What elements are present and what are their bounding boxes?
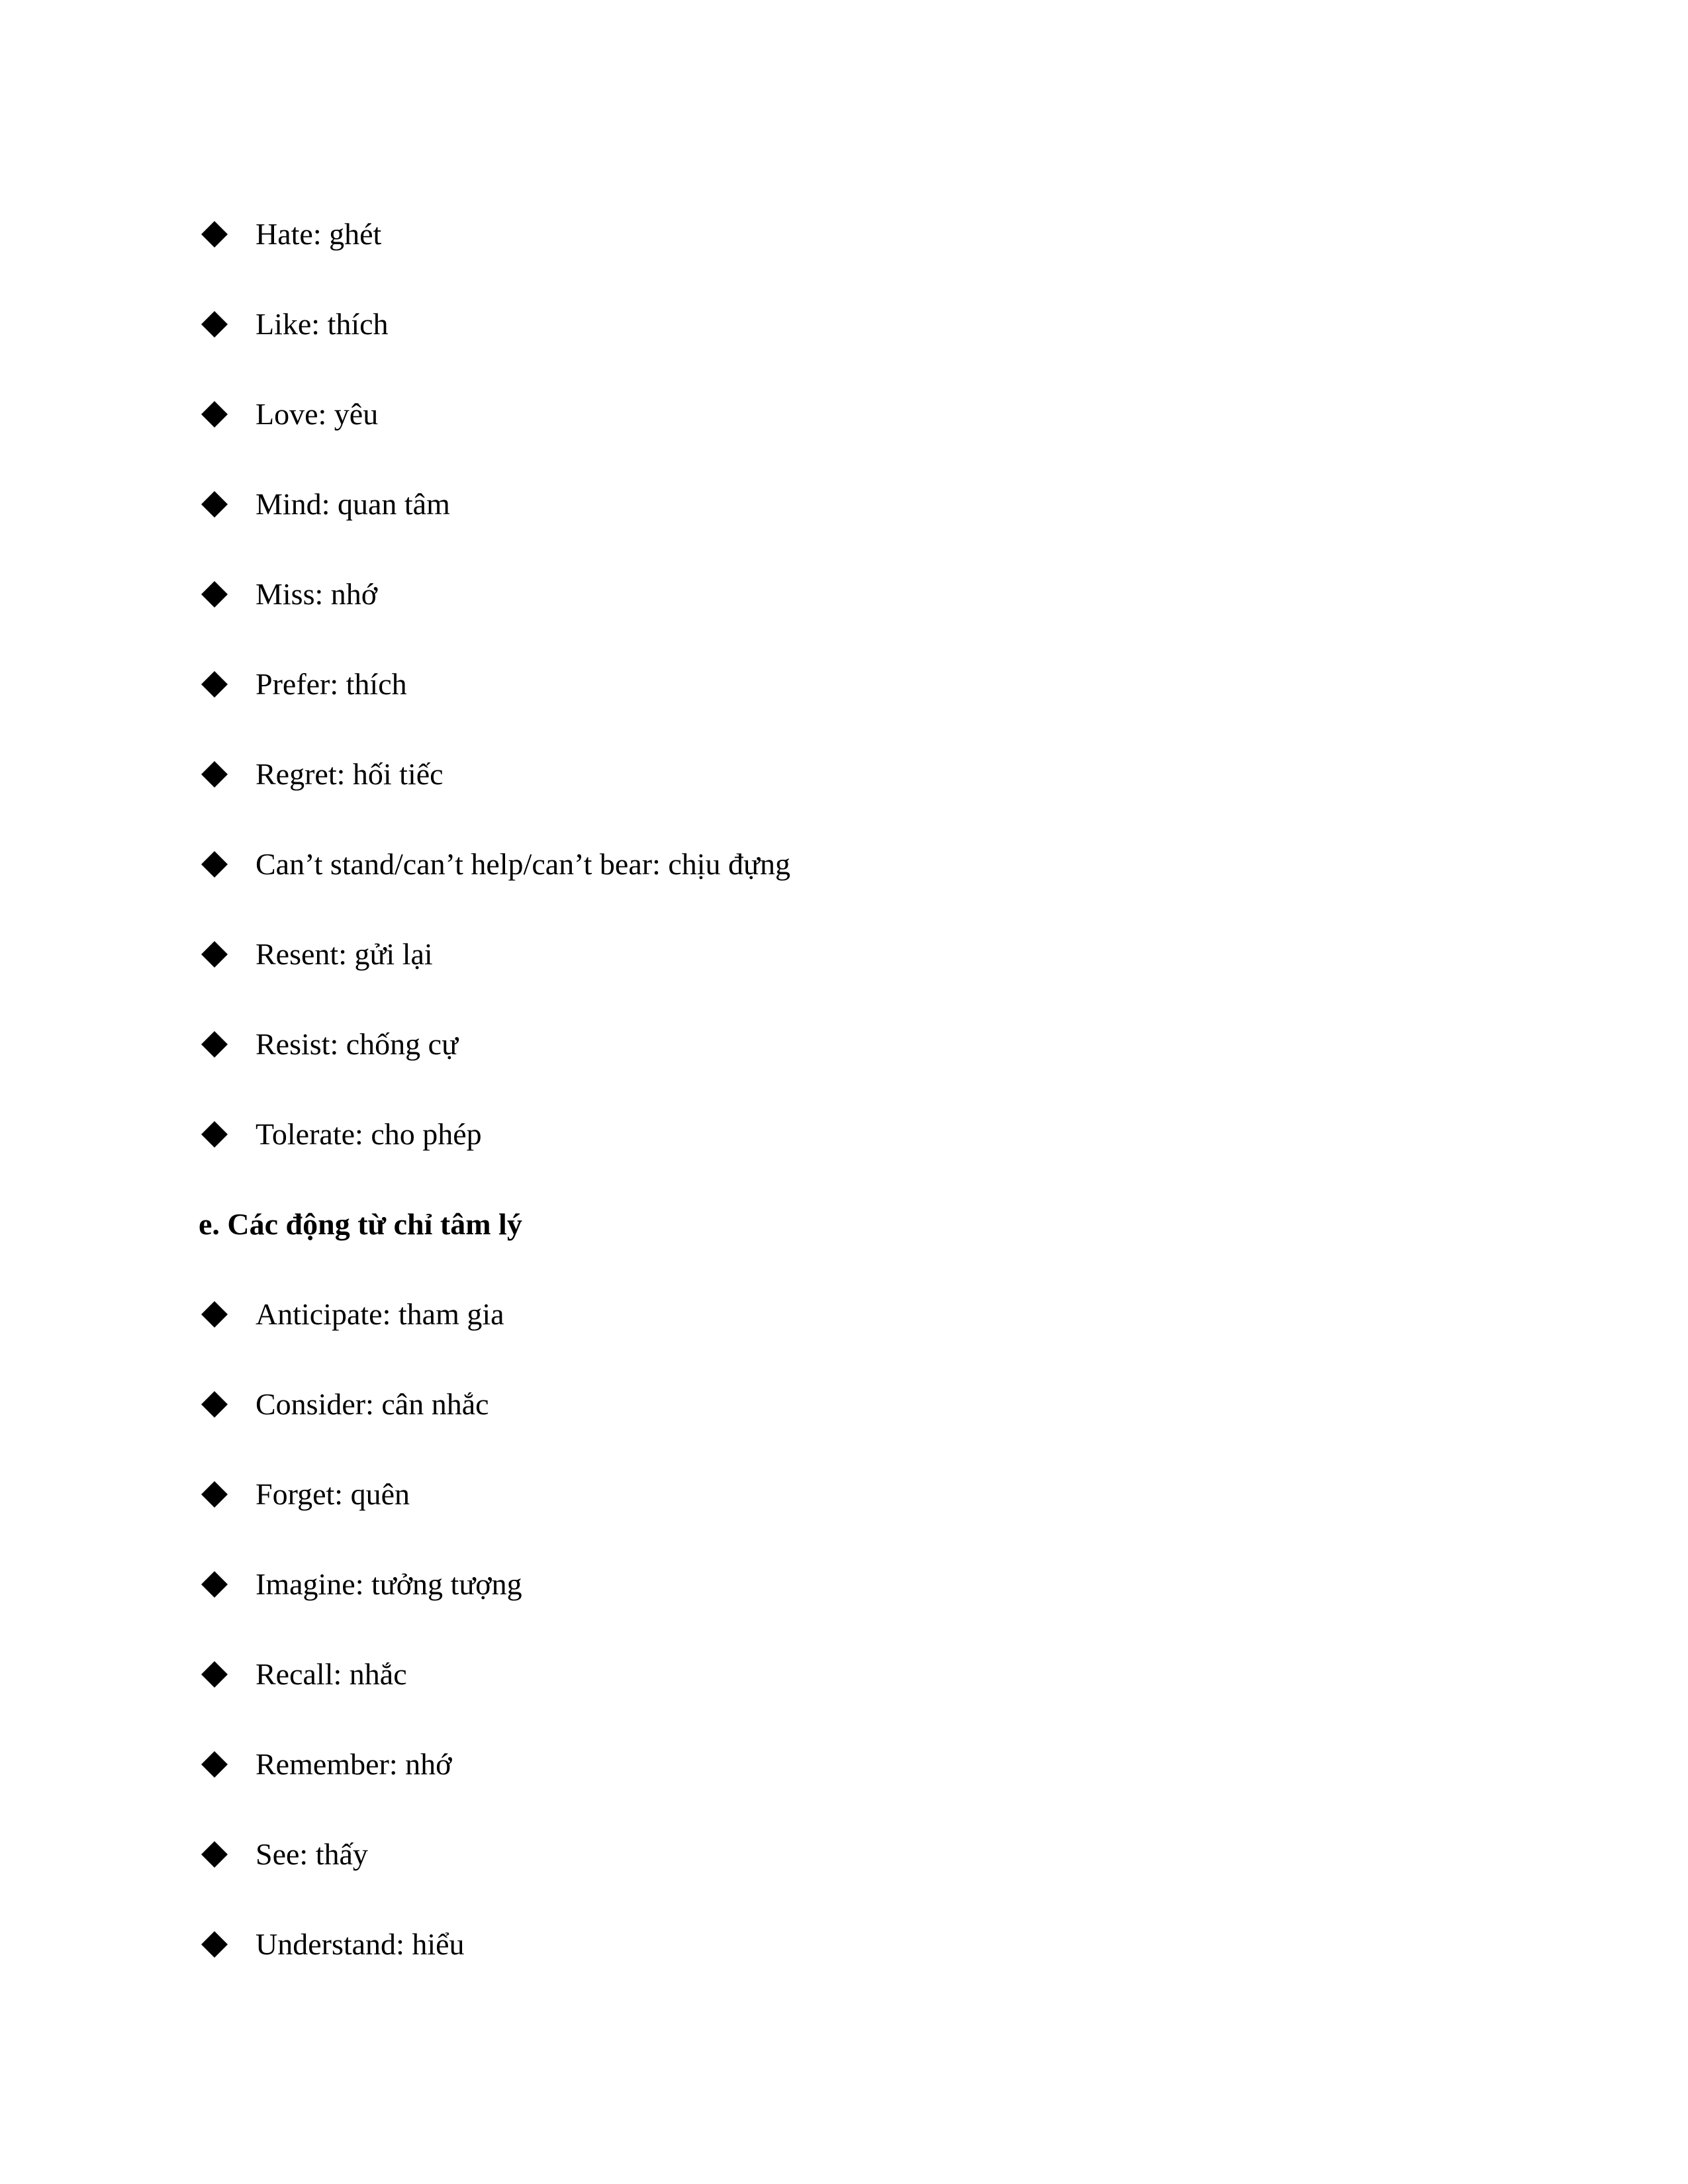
diamond-bullet-icon	[199, 1121, 256, 1148]
term: Hate	[256, 217, 313, 251]
meaning: thích	[346, 667, 407, 701]
list-item	[199, 369, 1523, 459]
diamond-bullet-icon	[199, 491, 256, 518]
meaning: tham gia	[398, 1297, 504, 1331]
separator: :	[330, 667, 346, 701]
meaning: chịu đựng	[668, 847, 790, 881]
diamond-bullet-icon	[199, 581, 256, 608]
meaning: hối tiếc	[352, 757, 444, 791]
meaning: ghét	[329, 217, 382, 251]
diamond-bullet-icon	[199, 1571, 256, 1598]
meaning: chống cự	[346, 1027, 459, 1061]
meaning: tưởng tượng	[371, 1567, 522, 1601]
section-heading: e. Các động từ chỉ tâm lý	[199, 1207, 522, 1241]
list-item	[199, 1089, 1523, 1179]
diamond-bullet-icon	[199, 1751, 256, 1778]
list-item	[199, 639, 1523, 729]
list-item	[199, 1359, 1523, 1449]
diamond-bullet-icon	[199, 311, 256, 338]
diamond-bullet-icon	[199, 1841, 256, 1868]
term: Remember	[256, 1747, 389, 1781]
term: Tolerate	[256, 1117, 355, 1151]
meaning: nhớ	[330, 577, 378, 611]
diamond-bullet-icon	[199, 401, 256, 428]
separator: :	[365, 1387, 382, 1421]
list-item	[199, 1899, 1523, 1989]
diamond-bullet-icon	[199, 1301, 256, 1328]
separator: :	[311, 307, 328, 341]
meaning: quan tâm	[337, 487, 450, 521]
list-item	[199, 729, 1523, 819]
separator: :	[355, 1567, 371, 1601]
term: Resent	[256, 937, 339, 971]
term: Understand	[256, 1927, 397, 1961]
meaning: cân nhắc	[381, 1387, 489, 1421]
diamond-bullet-icon	[199, 221, 256, 248]
list-item	[199, 1539, 1523, 1629]
meaning: gửi lại	[354, 937, 433, 971]
separator: :	[652, 847, 669, 881]
separator: :	[334, 1477, 351, 1511]
term: Recall	[256, 1657, 334, 1691]
term: Forget	[256, 1477, 335, 1511]
list-item	[199, 1449, 1523, 1539]
meaning: yêu	[334, 397, 379, 431]
separator: :	[321, 487, 338, 521]
separator: :	[330, 1027, 346, 1061]
list-item	[199, 279, 1523, 369]
separator: :	[338, 937, 355, 971]
list-item	[199, 909, 1523, 999]
separator: :	[314, 577, 331, 611]
separator: :	[355, 1117, 371, 1151]
list-item	[199, 1629, 1523, 1719]
meaning: quên	[350, 1477, 410, 1511]
diamond-bullet-icon	[199, 761, 256, 788]
diamond-bullet-icon	[199, 1661, 256, 1688]
list-item	[199, 1719, 1523, 1809]
term: Regret	[256, 757, 337, 791]
meaning: nhắc	[349, 1657, 407, 1691]
list-item	[199, 819, 1523, 909]
diamond-bullet-icon	[199, 671, 256, 698]
term: Love	[256, 397, 318, 431]
term: Consider	[256, 1387, 366, 1421]
meaning: thấy	[315, 1837, 368, 1871]
term: Can’t stand/can’t help/can’t bear	[256, 847, 653, 881]
term: Like	[256, 307, 312, 341]
list-item	[199, 189, 1523, 279]
separator: :	[318, 397, 334, 431]
meaning: cho phép	[371, 1117, 482, 1151]
term: Resist	[256, 1027, 330, 1061]
separator: :	[396, 1927, 412, 1961]
meaning: hiểu	[412, 1927, 465, 1961]
term: Mind	[256, 487, 322, 521]
list-item	[199, 459, 1523, 549]
term: Imagine	[256, 1567, 355, 1601]
term: See	[256, 1837, 300, 1871]
separator: :	[333, 1657, 350, 1691]
term: Anticipate	[256, 1297, 383, 1331]
separator: :	[389, 1747, 406, 1781]
separator: :	[299, 1837, 316, 1871]
list-item	[199, 549, 1523, 639]
diamond-bullet-icon	[199, 1391, 256, 1418]
diamond-bullet-icon	[199, 1031, 256, 1058]
diamond-bullet-icon	[199, 1931, 256, 1958]
separator: :	[382, 1297, 399, 1331]
diamond-bullet-icon	[199, 1481, 256, 1508]
term: Miss	[256, 577, 315, 611]
separator: :	[336, 757, 353, 791]
diamond-bullet-icon	[199, 851, 256, 878]
list-item	[199, 1269, 1523, 1359]
list-item	[199, 1809, 1523, 1899]
diamond-bullet-icon	[199, 941, 256, 968]
meaning: thích	[327, 307, 389, 341]
meaning: nhớ	[405, 1747, 452, 1781]
separator: :	[312, 217, 330, 251]
list-item	[199, 999, 1523, 1089]
vocabulary-list	[199, 189, 1523, 1989]
term: Prefer	[256, 667, 330, 701]
